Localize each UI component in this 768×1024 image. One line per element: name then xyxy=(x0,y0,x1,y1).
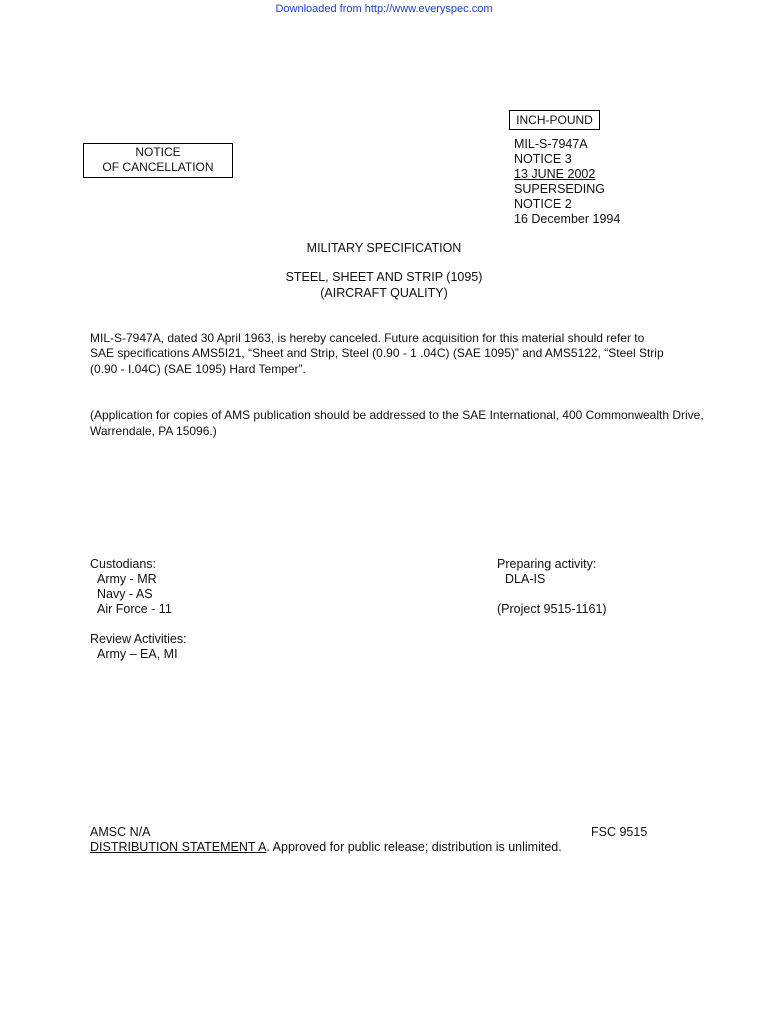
doc-notice-date: 13 JUNE 2002 xyxy=(514,167,596,181)
custodian-army: Army - MR xyxy=(97,572,157,586)
review-activities-heading: Review Activities: xyxy=(90,632,187,646)
inch-pound-box xyxy=(509,110,600,130)
spec-title-line2: (AIRCRAFT QUALITY) xyxy=(320,286,448,300)
notice-box-line1: NOTICE xyxy=(135,145,181,159)
doc-notice-number: NOTICE 3 xyxy=(514,152,572,166)
amsc-label: AMSC N/A xyxy=(90,825,151,839)
doc-superseding: SUPERSEDING xyxy=(514,182,605,196)
custodians-heading: Custodians: xyxy=(90,557,157,571)
distribution-text: . Approved for public release; distribution is unlimited. xyxy=(266,840,562,854)
spec-title-line1: STEEL, SHEET AND STRIP (1095) xyxy=(285,270,483,284)
body-para1-line1: MIL-S-7947A, dated 30 April 1963, is hereby canceled. Future acquisition for this material should refer to xyxy=(90,331,645,345)
distribution-label: DISTRIBUTION STATEMENT A xyxy=(90,840,267,854)
body-para1-line2: SAE specifications AMS5I21, “Sheet and Strip, Steel (0.90 - 1 .04C) (SAE 1095)” and AMS5122, “Steel Strip xyxy=(90,346,664,360)
doc-prev-notice: NOTICE 2 xyxy=(514,197,572,211)
download-link[interactable]: Downloaded from http://www.everyspec.com xyxy=(275,3,493,15)
notice-of-cancellation-box xyxy=(83,143,233,178)
doc-prev-date: 16 December 1994 xyxy=(514,212,621,226)
preparing-activity-heading: Preparing activity: xyxy=(497,557,597,571)
project-number: (Project 9515-1161) xyxy=(497,602,607,616)
body-para2-line1: (Application for copies of AMS publication should be addressed to the SAE International, 400 Commonwealth Drive, xyxy=(90,408,704,422)
inch-pound-label: INCH-POUND xyxy=(516,113,593,127)
body-para1-line3: (0.90 - I.04C) (SAE 1095) Hard Temper”. xyxy=(90,362,306,376)
custodian-air-force: Air Force - 11 xyxy=(97,602,172,616)
notice-box-line2: OF CANCELLATION xyxy=(102,160,214,174)
preparing-activity-name: DLA-IS xyxy=(505,572,546,586)
spec-type-title: MILITARY SPECIFICATION xyxy=(306,241,462,255)
body-para2-line2: Warrendale, PA 15096.) xyxy=(90,424,217,438)
custodian-navy: Navy - AS xyxy=(97,587,153,601)
doc-spec-number: MIL-S-7947A xyxy=(514,137,588,151)
distribution-statement xyxy=(90,840,562,855)
review-activity-army: Army – EA, MI xyxy=(97,647,178,661)
fsc-label: FSC 9515 xyxy=(591,825,648,839)
